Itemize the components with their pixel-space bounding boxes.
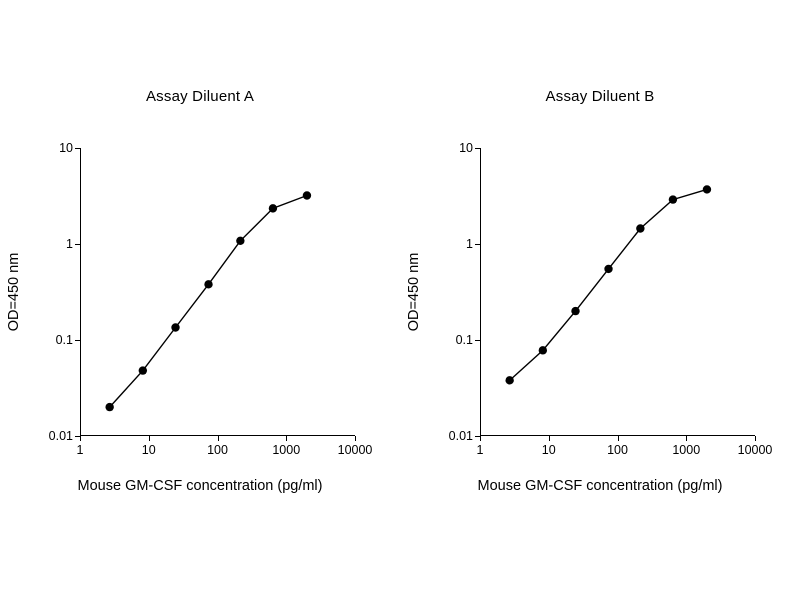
data-point — [669, 195, 677, 203]
panel-a-plot-area — [48, 141, 373, 457]
data-point — [204, 280, 212, 288]
panel-b-plot-area — [448, 141, 773, 457]
data-point — [236, 237, 244, 245]
panel-b-xtick-label-1: 1 — [476, 443, 484, 457]
panel-a-title: Assay Diluent A — [145, 88, 255, 105]
data-point — [703, 185, 711, 193]
panel-a-ytick-label-10: 10 — [59, 141, 73, 155]
panel-a-xtick-mark-10 — [149, 436, 150, 441]
panel-a-ytick-label-0.01: 0.01 — [48, 429, 73, 443]
data-point — [571, 307, 579, 315]
panel-b-ytick-label-0.01: 0.01 — [448, 429, 473, 443]
panel-b-series-svg — [480, 148, 755, 436]
panel-a-xtick-label-1000: 1000 — [272, 443, 301, 457]
panel-b-ytick-label-1: 1 — [466, 237, 473, 251]
panel-a-ytick-label-0.1: 0.1 — [55, 333, 73, 347]
panel-a-xtick-label-100: 100 — [207, 443, 228, 457]
data-point — [303, 191, 311, 199]
panel-a-series-svg — [80, 148, 355, 436]
panel-a-ytick-label-1: 1 — [66, 237, 73, 251]
data-point — [604, 265, 612, 273]
data-point — [105, 403, 113, 411]
panel-b-xtick-label-10: 10 — [541, 443, 556, 457]
panel-a-xtick-label-10: 10 — [141, 443, 156, 457]
data-point — [539, 346, 547, 354]
panel-b-y-axis-label: OD=450 nm — [406, 252, 422, 332]
panel-b-xtick-mark-100 — [618, 436, 619, 441]
panel-a-xtick-mark-100 — [218, 436, 219, 441]
panel-a-x-axis-label: Mouse GM-CSF concentration (pg/ml) — [77, 478, 323, 494]
panel-b-ytick-label-0.1: 0.1 — [455, 333, 473, 347]
panel-a-xtick-label-1: 1 — [76, 443, 84, 457]
panel-b-xtick-label-10000: 10000 — [737, 443, 773, 457]
panel-b-xtick-mark-10000 — [755, 436, 756, 441]
data-point — [636, 224, 644, 232]
data-point — [171, 323, 179, 331]
panel-b-xtick-mark-1000 — [686, 436, 687, 441]
panel-b-x-axis-label: Mouse GM-CSF concentration (pg/ml) — [477, 478, 723, 494]
panel-b-ytick-label-10: 10 — [459, 141, 473, 155]
panel-a-xtick-label-10000: 10000 — [337, 443, 373, 457]
chart-panel-b — [400, 0, 800, 560]
panel-a-xtick-mark-10000 — [355, 436, 356, 441]
panel-b-xtick-mark-1 — [480, 436, 481, 441]
panel-a-y-axis-label: OD=450 nm — [6, 252, 22, 332]
data-point — [139, 366, 147, 374]
data-point — [269, 204, 277, 212]
panel-b-xtick-mark-10 — [549, 436, 550, 441]
panel-b-title: Assay Diluent B — [545, 88, 655, 105]
chart-panel-a — [0, 0, 400, 560]
panel-b-xtick-label-100: 100 — [607, 443, 628, 457]
panel-b-xtick-label-1000: 1000 — [672, 443, 701, 457]
panel-a-xtick-mark-1000 — [286, 436, 287, 441]
data-point — [505, 376, 513, 384]
panel-a-xtick-mark-1 — [80, 436, 81, 441]
